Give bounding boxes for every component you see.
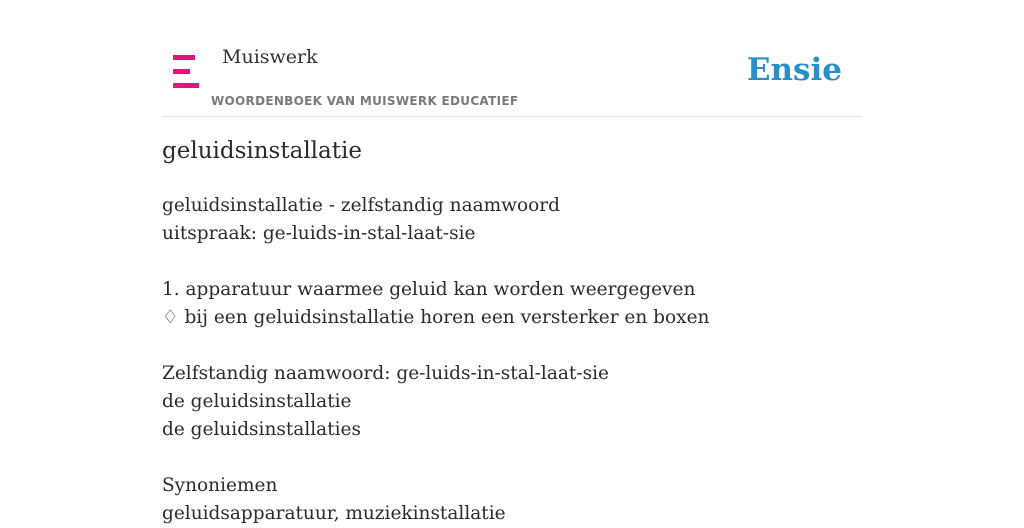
- brand-subtitle: WOORDENBOEK VAN MUISWERK EDUCATIEF: [211, 94, 519, 108]
- entry-line-plural: de geluidsinstallaties: [162, 419, 361, 440]
- entry-line-blank: [162, 444, 709, 472]
- entry-line-synonyms: geluidsapparatuur, muziekinstallatie: [162, 503, 506, 524]
- logo-bar-top: [173, 55, 195, 60]
- entry-line-singular: de geluidsinstallatie: [162, 391, 352, 412]
- entry-title: geluidsinstallatie: [162, 138, 362, 164]
- entry-line-synonyms-heading: Synoniemen: [162, 475, 278, 496]
- entry-line-blank: [162, 248, 709, 276]
- entry-line-blank: [162, 332, 709, 360]
- brand-name[interactable]: Muiswerk: [222, 46, 318, 68]
- entry-line-pronunciation: uitspraak: ge-luids-in-stal-laat-sie: [162, 223, 476, 244]
- logo-bar-bottom: [173, 83, 199, 88]
- logo-bar-middle: [173, 69, 190, 74]
- entry-line-heading: geluidsinstallatie - zelfstandig naamwoord: [162, 195, 560, 216]
- entry-content: [162, 192, 709, 528]
- ensie-logo-link[interactable]: Ensie: [746, 52, 842, 88]
- entry-line-example: ♢ bij een geluidsinstallatie horen een versterker en boxen: [162, 307, 710, 328]
- entry-line-grammar: Zelfstandig naamwoord: ge-luids-in-stal-laat-sie: [162, 363, 609, 384]
- header: [162, 0, 862, 117]
- entry-line-definition: 1. apparatuur waarmee geluid kan worden weergegeven: [162, 279, 696, 300]
- muiswerk-logo-icon[interactable]: [173, 55, 199, 88]
- page: [162, 0, 862, 524]
